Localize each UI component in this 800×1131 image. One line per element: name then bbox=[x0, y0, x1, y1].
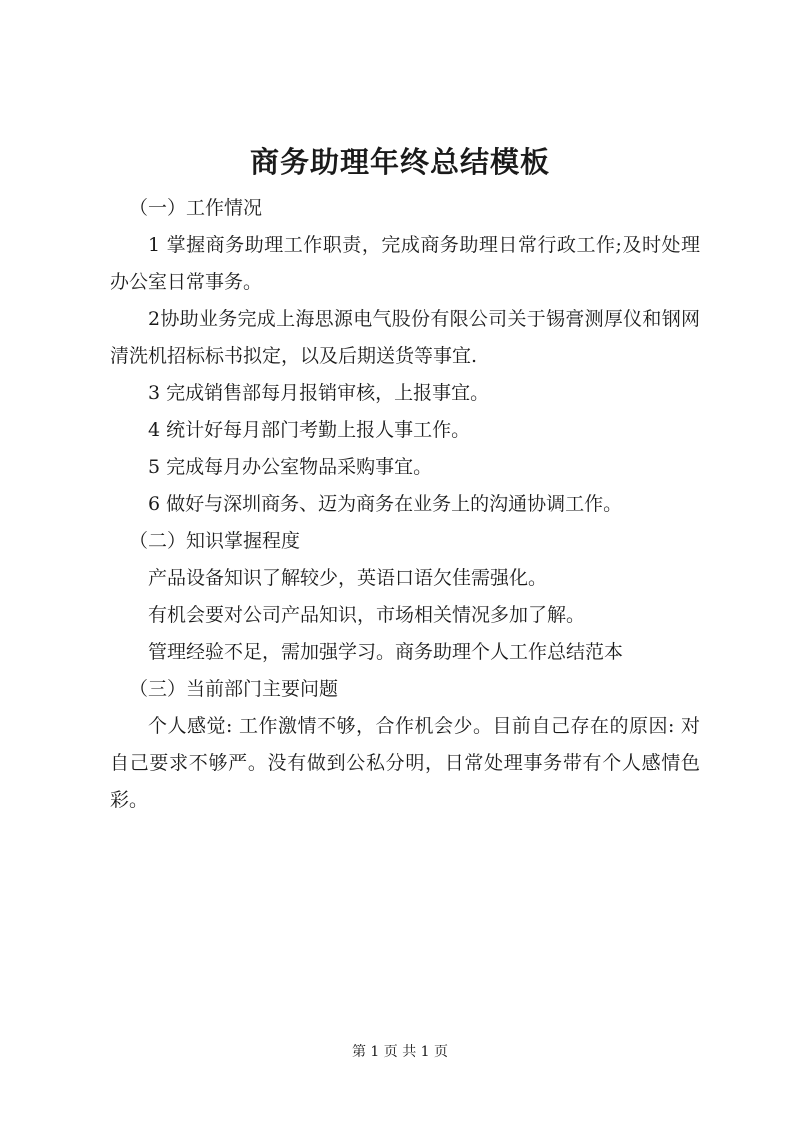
document-body bbox=[110, 190, 700, 819]
paragraph-item-6: 6 做好与深圳商务、迈为商务在业务上的沟通协调工作。 bbox=[148, 493, 623, 515]
section-heading-knowledge: （二）知识掌握程度 bbox=[129, 530, 301, 552]
document-title: 商务助理年终总结模板 bbox=[249, 145, 550, 179]
paragraph-item-2: 2协助业务完成上海思源电气股份有限公司关于锡膏测厚仪和钢网清洗机招标标书拟定，以及后期送货等事宜. bbox=[110, 308, 700, 367]
paragraph-knowledge-1: 产品设备知识了解较少，英语口语欠佳需强化。 bbox=[148, 567, 548, 589]
paragraph-knowledge-3: 管理经验不足，需加强学习。商务助理个人工作总结范本 bbox=[148, 641, 624, 663]
paragraph-item-5: 5 完成每月办公室物品采购事宜。 bbox=[148, 456, 433, 478]
paragraph-problems: 个人感觉: 工作激情不够，合作机会少。目前自己存在的原因: 对自己要求不够严。没有做到公私分明，日常处理事务带有个人感情色彩。 bbox=[110, 715, 700, 811]
paragraph-knowledge-2: 有机会要对公司产品知识，市场相关情况多加了解。 bbox=[148, 604, 586, 626]
section-heading-problems: （三）当前部门主要问题 bbox=[129, 678, 339, 700]
section-heading-work-status: （一）工作情况 bbox=[129, 197, 263, 219]
paragraph-item-1: 1 掌握商务助理工作职责，完成商务助理日常行政工作;及时处理办公室日常事务。 bbox=[110, 234, 700, 293]
paragraph-item-4: 4 统计好每月部门考勤上报人事工作。 bbox=[148, 419, 471, 441]
paragraph-item-3: 3 完成销售部每月报销审核，上报事宜。 bbox=[148, 382, 490, 404]
page-footer: 第 1 页 共 1 页 bbox=[351, 1044, 449, 1060]
